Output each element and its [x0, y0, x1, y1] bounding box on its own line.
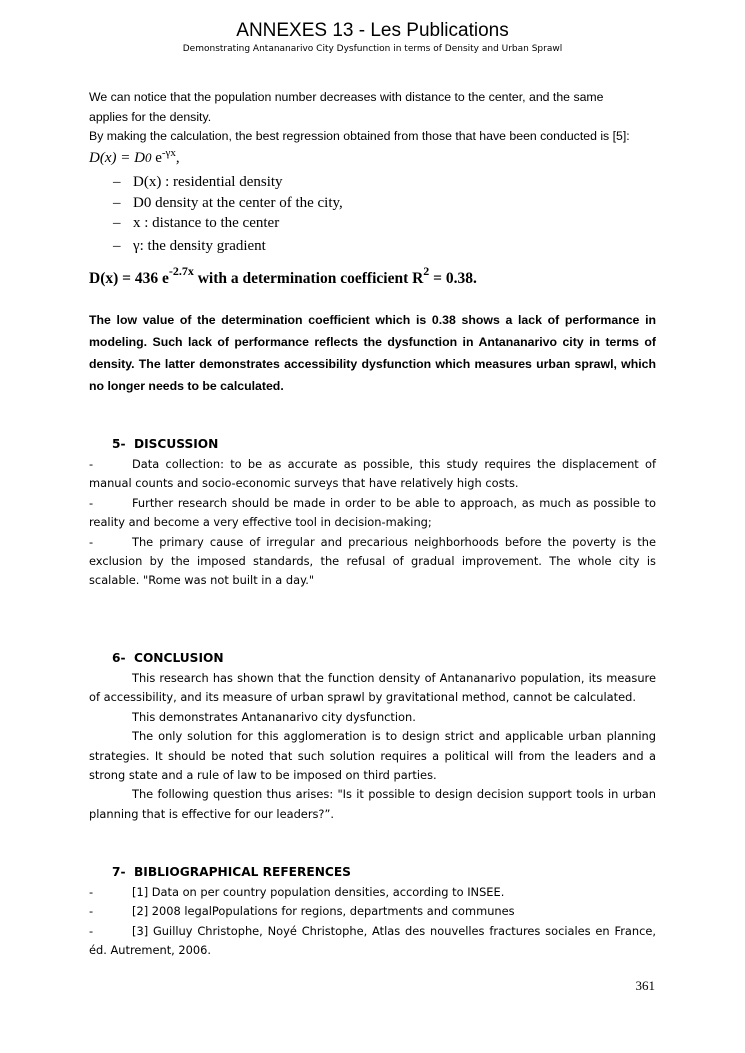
- intro-line: We can notice that the population number decreases with distance to the center, and the same: [89, 90, 604, 104]
- conclusion-heading: [112, 650, 224, 666]
- item-text: Further research should be made in order to be able to approach, as much as possible to reality and become a very effective tool in decision-making;: [89, 495, 656, 530]
- definition-text: x : distance to the center: [133, 215, 280, 232]
- definition-item: [113, 213, 563, 234]
- section-title: DISCUSSION: [134, 437, 219, 451]
- coefficient-paragraph: The low value of the determination coefficient which is 0.38 shows a lack of performance in modeling. Such lack of performance reflects the dysfunction in Antananarivo city in terms of density. The latter demonstrates accessibility dysfunction which measures urban sprawl, which no longer needs to be calculated.: [89, 313, 656, 393]
- references-heading: [112, 864, 351, 880]
- intro-line: By making the calculation, the best regression obtained from those that have been conducted is [5]:: [89, 129, 630, 143]
- formula-subscript: 0: [144, 150, 152, 165]
- discussion-item: [89, 533, 656, 591]
- definition-text: γ: the density gradient: [133, 237, 266, 254]
- equation-value: = 0.38.: [429, 270, 477, 287]
- conclusion-paragraph: This research has shown that the function density of Antananarivo population, its measure of accessibility, and its measure of urban sprawl by gravitational method, cannot be calculated.: [89, 671, 656, 705]
- formula-tail: ,: [175, 150, 180, 166]
- item-bullet: -: [89, 457, 94, 471]
- formula-exponent: -γx: [161, 147, 176, 159]
- r-squared-exponent: 2: [423, 264, 430, 278]
- definition-item: [113, 193, 563, 214]
- formula-lhs: D(x) = D: [89, 150, 145, 166]
- equation-exponent: -2.7x: [168, 264, 194, 278]
- reference-item: [89, 902, 656, 921]
- section-title: BIBLIOGRAPHICAL REFERENCES: [134, 865, 351, 879]
- section-number: 5-: [112, 437, 126, 451]
- reference-item: [89, 922, 656, 961]
- fitted-equation: [89, 264, 656, 290]
- section-number: 7-: [112, 865, 126, 879]
- item-text: Data collection: to be as accurate as possible, this study requires the displacement of manual counts and socio-economic surveys that have relatively high costs.: [89, 457, 656, 491]
- definition-text: D0 density at the center of the city,: [133, 194, 343, 211]
- intro-paragraph: [89, 87, 656, 147]
- intro-line: applies for the density.: [89, 110, 212, 124]
- definition-bullet: –: [113, 237, 121, 254]
- item-bullet: -: [89, 495, 94, 510]
- discussion-list: [89, 455, 656, 591]
- reference-text: [2] 2008 legalPopulations for regions, departments and communes: [132, 904, 515, 919]
- definition-item: [113, 236, 563, 257]
- reference-text: [3] Guilluy Christophe, Noyé Christophe, Atlas des nouvelles fractures sociales en France, éd. Autrement, 2006.: [89, 923, 656, 958]
- definition-bullet: –: [113, 194, 121, 211]
- formula-base: e: [151, 150, 162, 166]
- definition-bullet: –: [113, 215, 121, 232]
- regression-formula: [89, 148, 656, 168]
- discussion-heading: [112, 436, 218, 452]
- definition-item: [113, 172, 563, 193]
- annex-title: ANNEXES 13 - Les Publications: [236, 20, 509, 41]
- conclusion-paragraph: The following question thus arises: "Is it possible to design decision support tools in urban planning that is effective for our leaders?”.: [89, 787, 656, 821]
- item-text: The primary cause of irregular and precarious neighborhoods before the poverty is the exclusion by the imposed standards, the refusal of gradual improvement. The whole city is scalable. "Rome was not built in a day.": [89, 534, 656, 588]
- reference-text: [1] Data on per country population densities, according to INSEE.: [132, 885, 505, 899]
- conclusion-paragraph: This demonstrates Antananarivo city dysfunction.: [132, 709, 416, 724]
- definition-list: [113, 172, 563, 256]
- page-number: 361: [635, 978, 655, 993]
- definition-bullet: –: [113, 174, 121, 190]
- discussion-item: [89, 455, 656, 494]
- conclusion-paragraph: The only solution for this agglomeration is to design strict and applicable urban planning strategies. It should be noted that such solution requires a political will from the leaders and a strong state and a rule of law to be imposed on third parties.: [89, 729, 656, 783]
- item-bullet: -: [89, 923, 94, 938]
- paper-subtitle: Demonstrating Antananarivo City Dysfunction in terms of Density and Urban Sprawl: [182, 44, 563, 54]
- section-title: CONCLUSION: [134, 651, 224, 665]
- conclusion-body: [89, 669, 656, 824]
- equation-label: with a determination coefficient R: [193, 270, 424, 287]
- equation-lhs: D(x) = 436 e: [89, 270, 169, 287]
- definition-text: D(x) : residential density: [133, 174, 283, 190]
- item-bullet: -: [89, 534, 94, 549]
- item-bullet: -: [89, 904, 94, 919]
- section-number: 6-: [112, 651, 126, 665]
- discussion-item: [89, 494, 656, 533]
- reference-item: [89, 883, 656, 902]
- references-list: [89, 883, 656, 961]
- item-bullet: -: [89, 885, 94, 899]
